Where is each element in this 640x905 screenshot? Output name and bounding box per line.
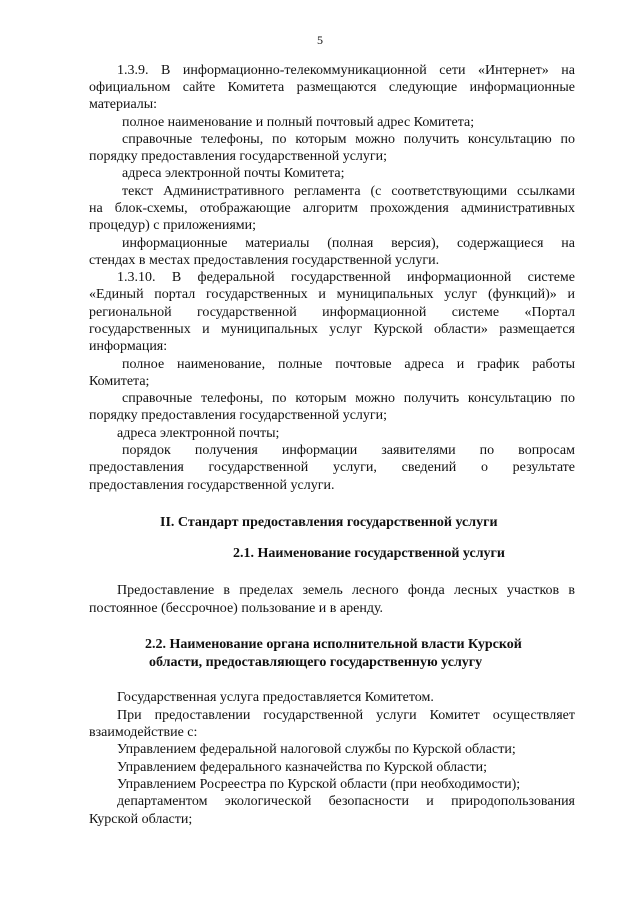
list-item-continuation: стендах в местах предоставления государственной услуги.: [89, 253, 440, 268]
paragraph-line: «Единый портал государственных и муниципальных услуг (функций)» и: [89, 287, 575, 302]
list-item-continuation: предоставления государственной услуги.: [89, 478, 335, 493]
section-2-heading: II. Стандарт предоставления государственной услуги: [160, 515, 498, 530]
list-item-continuation: на блок-схемы, отображающие алгоритм прохождения административных: [89, 201, 575, 216]
list-item: полное наименование и полный почтовый адрес Комитета;: [122, 115, 475, 130]
list-item: текст Административного регламента (с соответствующими ссылками: [122, 184, 575, 199]
list-item-continuation: процедур) с приложениями;: [89, 218, 257, 233]
section-2-2-heading-line-1: 2.2. Наименование органа исполнительной власти Курской: [145, 637, 522, 652]
list-item-continuation: Комитета;: [89, 374, 150, 389]
paragraph-line: Государственная услуга предоставляется Комитетом.: [117, 690, 434, 705]
list-item: справочные телефоны, по которым можно получить консультацию по: [122, 132, 575, 147]
paragraph-line: постоянное (бессрочное) пользование и в аренду.: [89, 601, 384, 616]
paragraph-line: официальном сайте Комитета размещаются следующие информационные: [89, 80, 575, 95]
list-item: Управлением федеральной налоговой службы по Курской области;: [117, 742, 516, 757]
list-item-continuation: предоставления государственной услуги, сведений о результате: [89, 460, 575, 475]
list-item: полное наименование, полные почтовые адреса и график работы: [122, 357, 575, 372]
list-item: справочные телефоны, по которым можно получить консультацию по: [122, 391, 575, 406]
list-item: Управлением Росреестра по Курской области (при необходимости);: [117, 777, 521, 792]
list-item: порядок получения информации заявителями по вопросам: [122, 443, 575, 458]
section-2-2-heading-line-2: области, предоставляющего государственную услугу: [149, 655, 483, 670]
paragraph-line: 1.3.9. В информационно-телекоммуникационной сети «Интернет» на: [117, 63, 575, 78]
list-item: департаментом экологической безопасности и природопользования: [117, 794, 575, 809]
paragraph-line: При предоставлении государственной услуги Комитет осуществляет: [117, 708, 575, 723]
list-item-continuation: порядку предоставления государственной услуги;: [89, 149, 388, 164]
page-number: 5: [317, 33, 323, 47]
list-item: адреса электронной почты Комитета;: [122, 166, 345, 181]
list-item-continuation: порядку предоставления государственной услуги;: [89, 408, 388, 423]
paragraph-line: Предоставление в пределах земель лесного фонда лесных участков в: [117, 583, 575, 598]
paragraph-line: информация:: [89, 339, 168, 354]
paragraph-line: взаимодействие с:: [89, 725, 198, 740]
list-item: Управлением федерального казначейства по Курской области;: [117, 760, 488, 775]
section-2-1-heading: 2.1. Наименование государственной услуги: [233, 546, 505, 561]
paragraph-line: 1.3.10. В федеральной государственной информационной системе: [117, 270, 575, 285]
paragraph-line: государственных и муниципальных услуг Курской области» размещается: [89, 322, 575, 337]
paragraph-line: региональной государственной информационной системе «Портал: [89, 305, 575, 320]
list-item-continuation: Курской области;: [89, 812, 193, 827]
list-item: адреса электронной почты;: [117, 426, 280, 441]
paragraph-line: материалы:: [89, 97, 158, 112]
list-item: информационные материалы (полная версия), содержащиеся на: [122, 236, 575, 251]
